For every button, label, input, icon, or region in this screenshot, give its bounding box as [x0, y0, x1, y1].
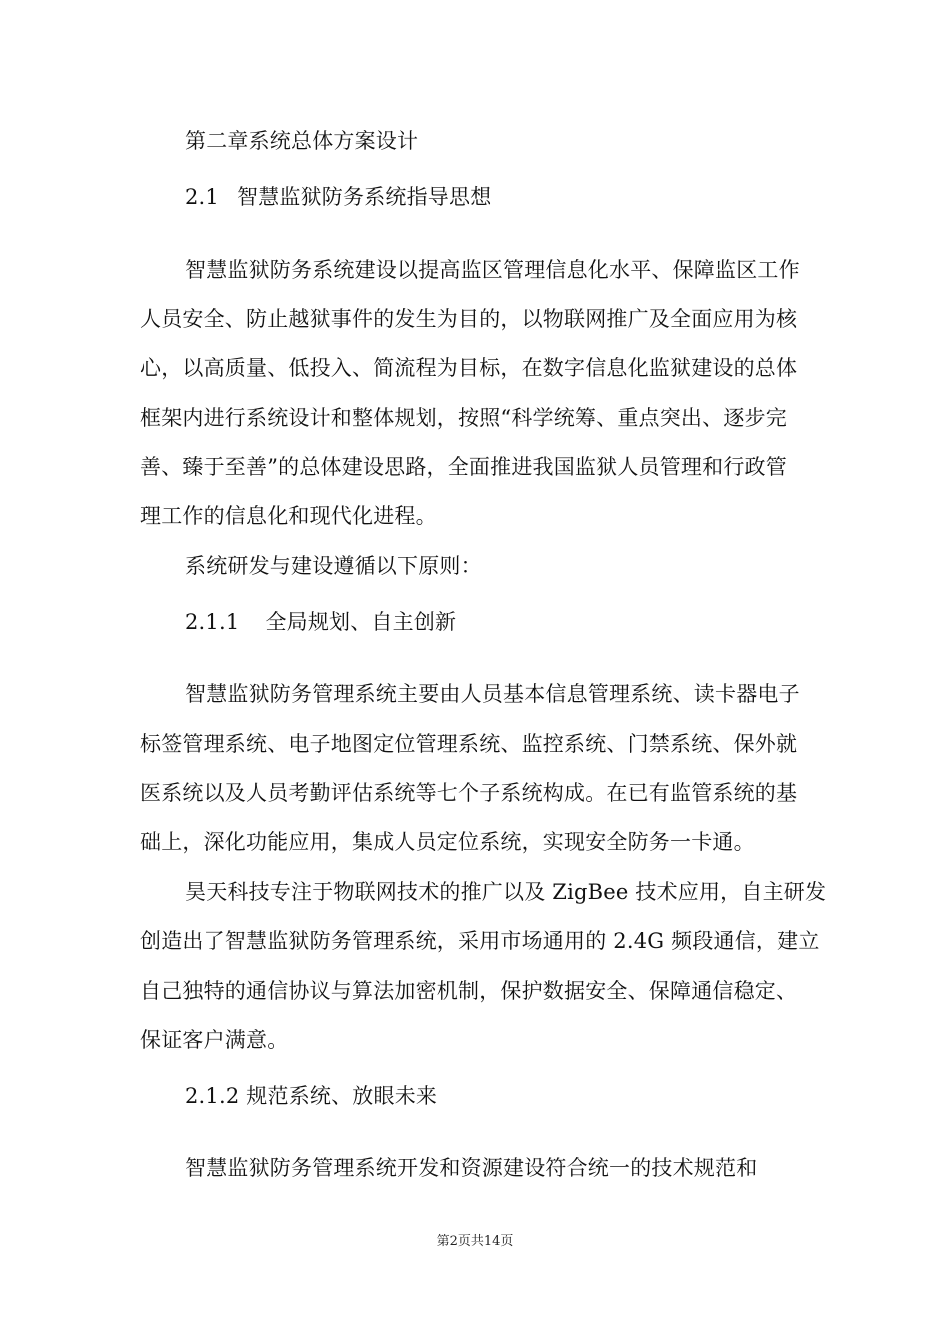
paragraph-line: 标签管理系统、电子地图定位管理系统、监控系统、门禁系统、保外就	[140, 732, 798, 756]
section-heading-2-1-1	[185, 607, 865, 637]
paragraph-line: 保证客户满意。	[140, 1028, 289, 1052]
paragraph-line: 础上，深化功能应用，集成人员定位系统，实现安全防务一卡通。	[140, 830, 755, 854]
paragraph-line: 人员安全、防止越狱事件的发生为目的，以物联网推广及全面应用为核	[140, 307, 798, 331]
paragraph-line: 心，以高质量、低投入、简流程为目标，在数字信息化监狱建设的总体	[140, 356, 798, 380]
paragraph-line: 智慧监狱防务管理系统开发和资源建设符合统一的技术规范和	[185, 1156, 758, 1180]
page-footer: 第2页共14页	[436, 1234, 514, 1249]
paragraph-line: 理工作的信息化和现代化进程。	[140, 504, 437, 528]
paragraph-line: 善、臻于至善”的总体建设思路，全面推进我国监狱人员管理和行政管	[140, 455, 787, 479]
paragraph-line: 创造出了智慧监狱防务管理系统，采用市场通用的 2.4G 频段通信，建立	[140, 929, 820, 953]
paragraph-line: 自己独特的通信协议与算法加密机制，保护数据安全、保障通信稳定、	[140, 979, 798, 1003]
section-heading-2-1	[185, 182, 865, 212]
chapter-title: 第二章系统总体方案设计	[185, 129, 419, 153]
paragraph-line: 医系统以及人员考勤评估系统等七个子系统构成。在已有监管系统的基	[140, 781, 798, 805]
section-heading-2-1-2: 2.1.2 规范系统、放眼未来	[185, 1084, 438, 1108]
section-title: 全局规划、自主创新	[265, 610, 457, 634]
paragraph-line: 昊天科技专注于物联网技术的推广以及 ZigBee 技术应用，自主研发	[185, 880, 827, 904]
section-number: 2.1.1	[185, 610, 240, 634]
principles-intro: 系统研发与建设遵循以下原则：	[185, 554, 482, 578]
paragraph-line: 智慧监狱防务管理系统主要由人员基本信息管理系统、读卡器电子	[185, 682, 800, 706]
section-title: 智慧监狱防务系统指导思想	[237, 185, 492, 209]
paragraph-line: 框架内进行系统设计和整体规划，按照“科学统筹、重点突出、逐步完	[140, 406, 787, 430]
paragraph-line: 智慧监狱防务系统建设以提高监区管理信息化水平、保障监区工作	[185, 258, 800, 282]
section-number: 2.1	[185, 185, 219, 209]
